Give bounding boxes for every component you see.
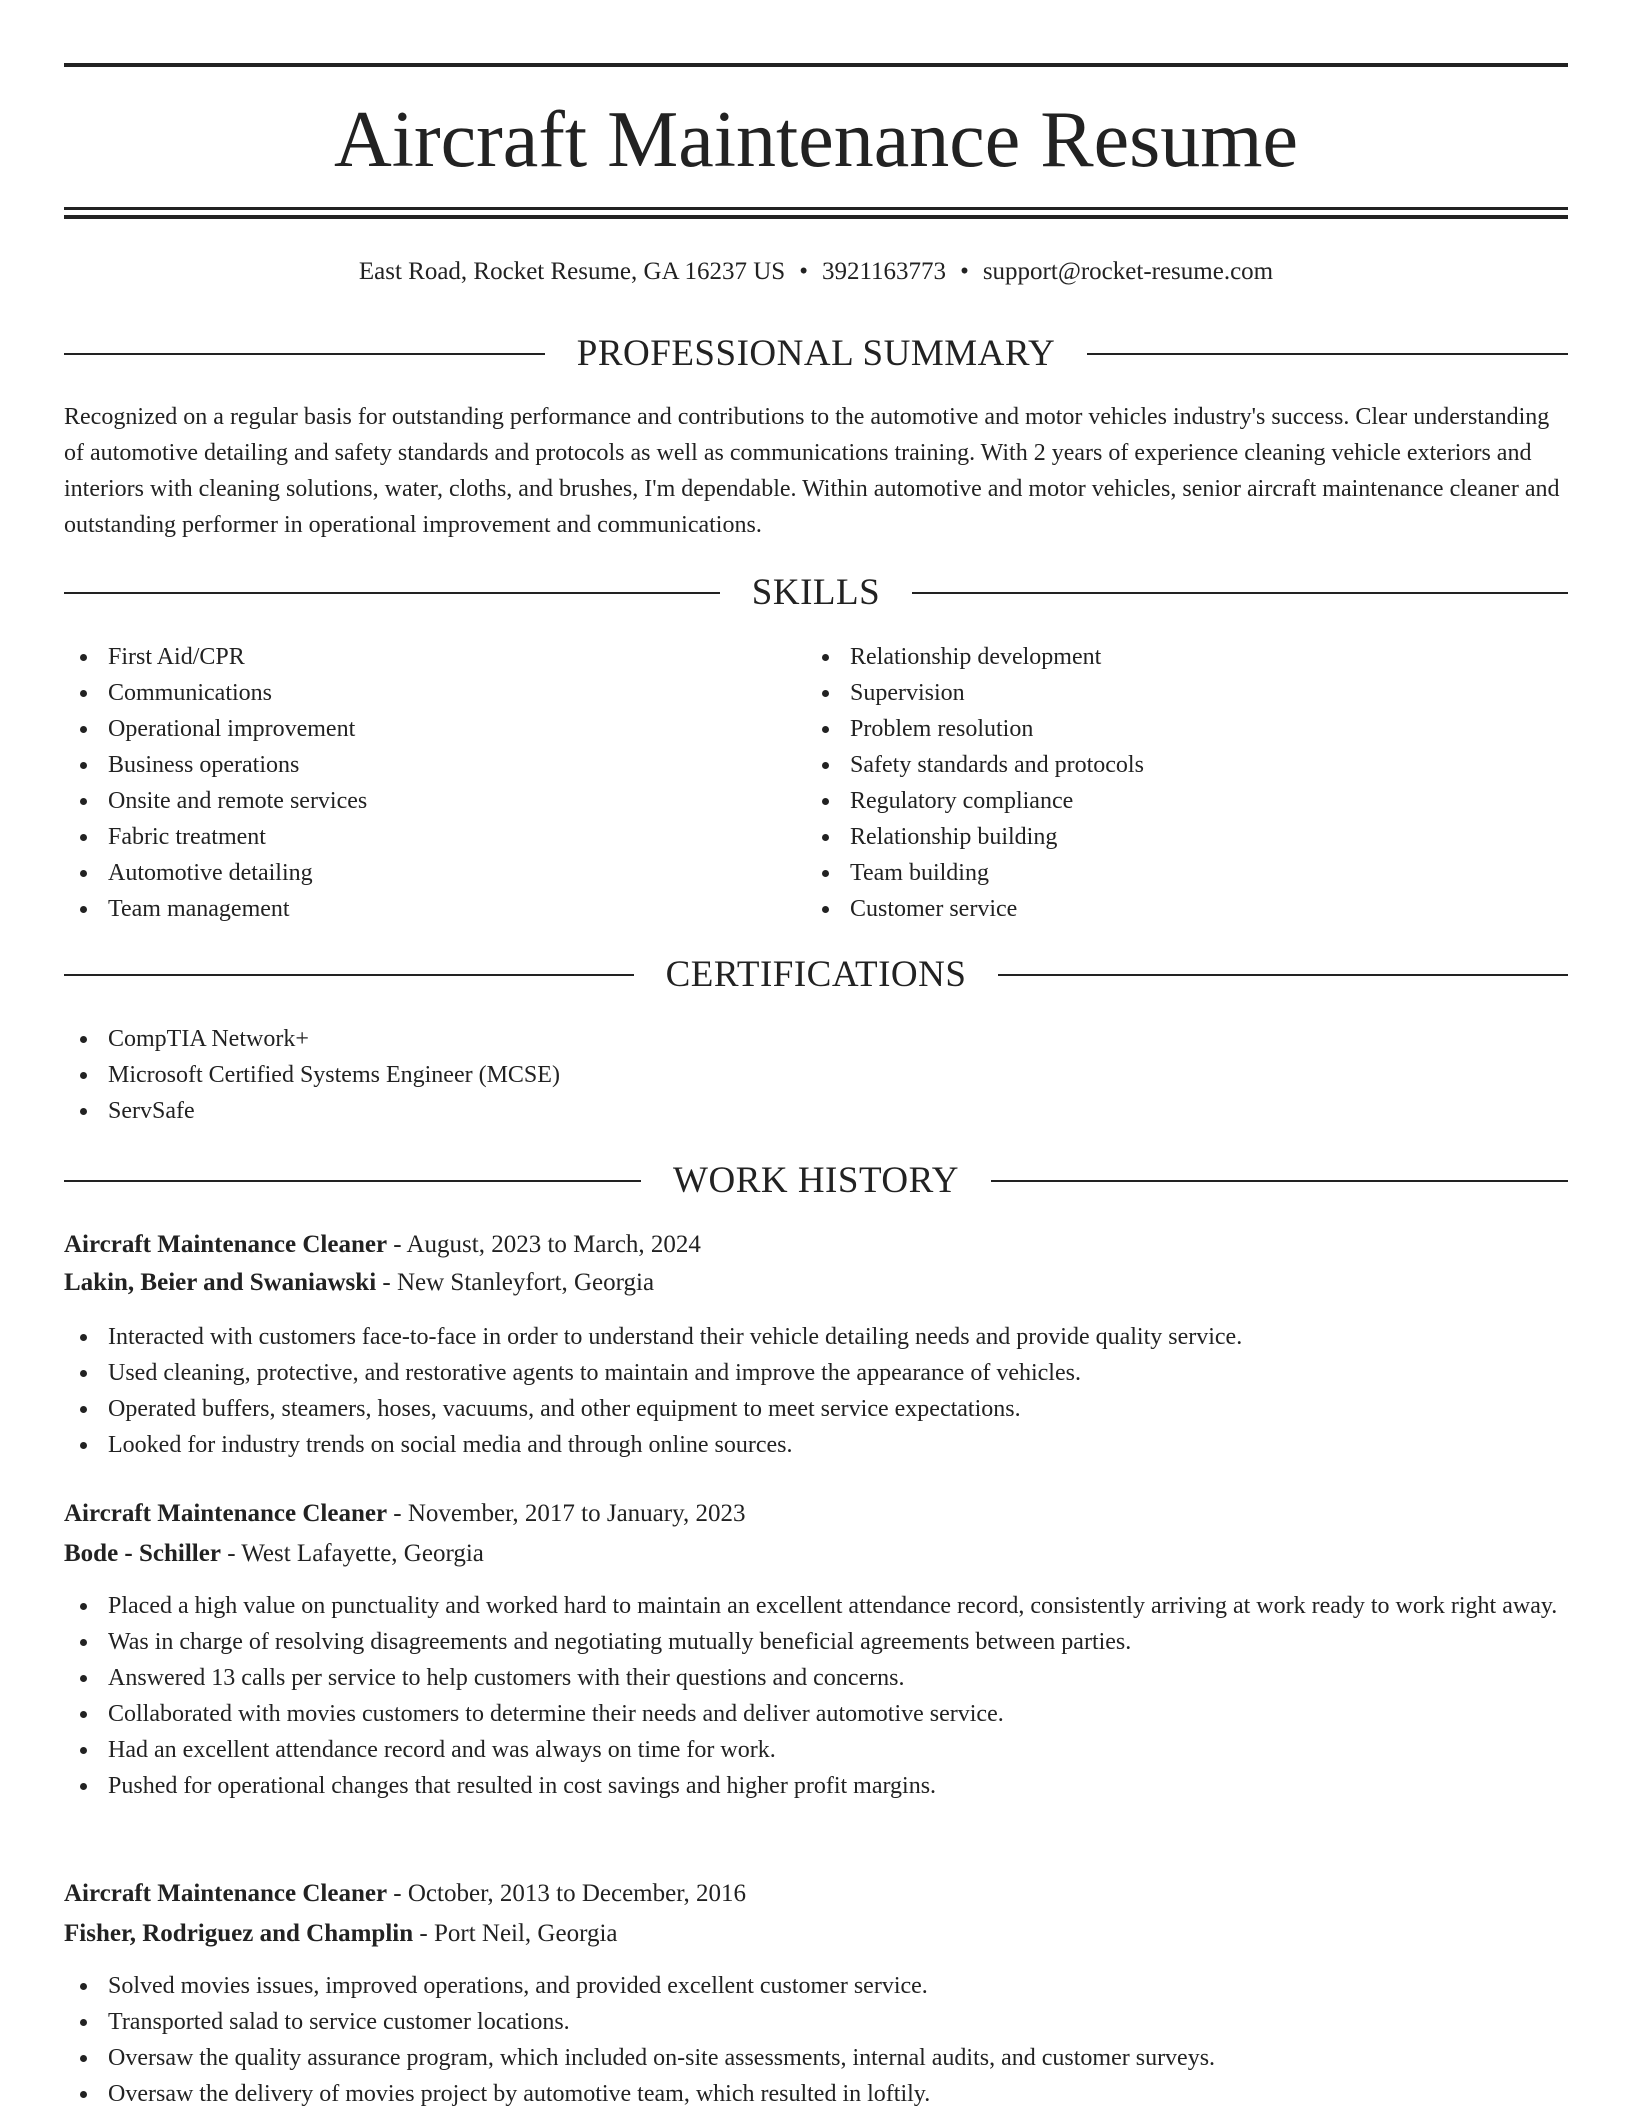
divider-line (912, 592, 1568, 594)
list-item: Oversaw the delivery of movies project by automotive team, which resulted in loftily. (64, 2076, 1568, 2112)
section-heading-certifications (64, 950, 1568, 1000)
list-item: Problem resolution (806, 711, 1566, 747)
job-title: Aircraft Maintenance Cleaner (64, 1231, 388, 1258)
list-item: Collaborated with movies customers to determine their needs and deliver automotive service. (64, 1696, 1568, 1732)
header-top-rule (64, 63, 1568, 67)
divider-line (998, 974, 1568, 976)
job-dates: - August, 2023 to March, 2024 (393, 1231, 701, 1258)
contact-phone: 3921163773 (821, 258, 947, 285)
list-item: Looked for industry trends on social media and through online sources. (64, 1427, 1568, 1463)
job-title-line (64, 1495, 1568, 1533)
job-title-line (64, 1875, 1568, 1913)
skills-list-right (806, 639, 1566, 927)
divider-line (64, 592, 720, 594)
list-item: Supervision (806, 675, 1566, 711)
job-duties-list (64, 1319, 1568, 1463)
section-heading-skills (64, 568, 1568, 618)
header-bottom-rule (64, 207, 1568, 210)
contact-separator: • (960, 258, 969, 285)
list-item: Automotive detailing (64, 855, 804, 891)
job-title-line (64, 1226, 1568, 1264)
contact-line (64, 254, 1568, 290)
contact-separator: • (799, 258, 808, 285)
list-item: Onsite and remote services (64, 783, 804, 819)
list-item: Was in charge of resolving disagreements and negotiating mutually beneficial agreements between parties. (64, 1624, 1568, 1660)
job-title: Aircraft Maintenance Cleaner (64, 1500, 388, 1527)
section-title: PROFESSIONAL SUMMARY (576, 333, 1056, 374)
section-heading-summary (64, 329, 1568, 379)
list-item: Fabric treatment (64, 819, 804, 855)
summary-text: Recognized on a regular basis for outstanding performance and contributions to the automotive and motor vehicles industry's success. Clear understanding of automotive detailing and safety standards and protocols as well as communications training. With 2 years of experience cleaning vehicle exteriors and interiors with cleaning solutions, water, cloths, and brushes, I'm dependable. Within automotive and motor vehicles, senior aircraft maintenance cleaner and outstanding performer in operational improvement and communications. (64, 404, 1560, 538)
list-item: Answered 13 calls per service to help customers with their questions and concerns. (64, 1660, 1568, 1696)
job-company: Lakin, Beier and Swaniawski (64, 1269, 377, 1296)
job-duties-list (64, 1588, 1568, 1804)
list-item: Used cleaning, protective, and restorative agents to maintain and improve the appearance of vehicles. (64, 1355, 1568, 1391)
list-item: Operated buffers, steamers, hoses, vacuums, and other equipment to meet service expectations. (64, 1391, 1568, 1427)
job-company: Bode - Schiller (64, 1540, 221, 1567)
list-item: ServSafe (64, 1093, 1568, 1129)
list-item: Oversaw the quality assurance program, which included on-site assessments, internal audits, and customer surveys. (64, 2040, 1568, 2076)
list-item: Placed a high value on punctuality and worked hard to maintain an excellent attendance record, consistently arriving at work ready to work right away. (64, 1588, 1568, 1624)
list-item: Team management (64, 891, 804, 927)
list-item: Safety standards and protocols (806, 747, 1566, 783)
job-company-line (64, 1264, 1568, 1302)
list-item: Communications (64, 675, 804, 711)
certifications-list (64, 1021, 1568, 1129)
header-bottom-rule-thick (64, 215, 1568, 219)
list-item: Had an excellent attendance record and was always on time for work. (64, 1732, 1568, 1768)
job-company: Fisher, Rodriguez and Champlin (64, 1920, 414, 1947)
job-company-line (64, 1535, 1568, 1573)
list-item: Transported salad to service customer locations. (64, 2004, 1568, 2040)
job-company-line (64, 1915, 1568, 1953)
divider-line (64, 1180, 641, 1182)
job-location: - New Stanleyfort, Georgia (382, 1269, 655, 1296)
list-item: Solved movies issues, improved operations, and provided excellent customer service. (64, 1968, 1568, 2004)
resume-title: Aircraft Maintenance Resume (333, 96, 1299, 184)
section-title: SKILLS (751, 572, 881, 613)
skills-list-left (64, 639, 804, 927)
divider-line (991, 1180, 1568, 1182)
job-location: - Port Neil, Georgia (419, 1920, 618, 1947)
list-item: Customer service (806, 891, 1566, 927)
divider-line (1087, 353, 1568, 355)
list-item: Operational improvement (64, 711, 804, 747)
job-location: - West Lafayette, Georgia (227, 1540, 484, 1567)
divider-line (64, 974, 634, 976)
list-item: Regulatory compliance (806, 783, 1566, 819)
section-title: CERTIFICATIONS (665, 954, 967, 995)
list-item: CompTIA Network+ (64, 1021, 1568, 1057)
section-heading-work-history (64, 1156, 1568, 1206)
list-item: Relationship development (806, 639, 1566, 675)
section-title: WORK HISTORY (673, 1160, 959, 1201)
list-item: Business operations (64, 747, 804, 783)
list-item: Interacted with customers face-to-face in order to understand their vehicle detailing needs and provide quality service. (64, 1319, 1568, 1355)
contact-email: support@rocket-resume.com (982, 258, 1274, 285)
job-dates: - November, 2017 to January, 2023 (393, 1500, 746, 1527)
job-dates: - October, 2013 to December, 2016 (393, 1880, 747, 1907)
list-item: Relationship building (806, 819, 1566, 855)
job-title: Aircraft Maintenance Cleaner (64, 1880, 388, 1907)
list-item: First Aid/CPR (64, 639, 804, 675)
list-item: Microsoft Certified Systems Engineer (MCSE) (64, 1057, 1568, 1093)
job-duties-list (64, 1968, 1568, 2112)
list-item: Pushed for operational changes that resulted in cost savings and higher profit margins. (64, 1768, 1568, 1804)
contact-address: East Road, Rocket Resume, GA 16237 US (358, 258, 786, 285)
divider-line (64, 353, 545, 355)
list-item: Team building (806, 855, 1566, 891)
